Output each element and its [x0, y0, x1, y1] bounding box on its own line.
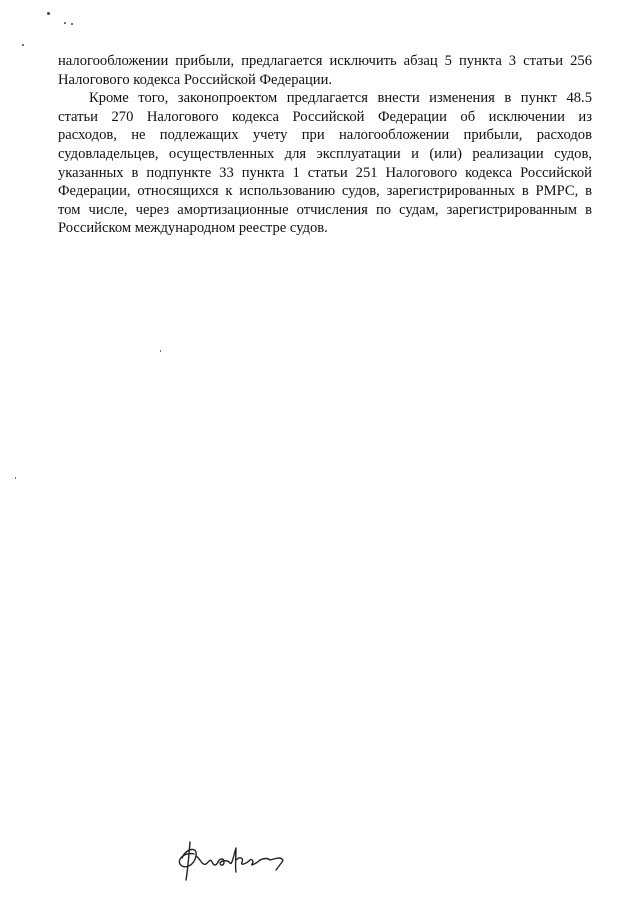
scan-speck	[47, 12, 50, 15]
text-line: Федерации, относящихся к использованию судов, зарегистрированных в РМРС, в	[58, 183, 592, 200]
text-line: налогообложении прибыли, предлагается исключить абзац 5 пункта 3 статьи 256	[58, 53, 592, 69]
text-line: указанных в подпункте 33 пункта 1 статьи 251 Налогового кодекса Российской	[58, 164, 592, 181]
scan-speck	[64, 22, 66, 24]
text-line: том числе, через амортизационные отчисления по судам, зарегистрированным в	[58, 201, 592, 218]
text-line: судовладельцев, осуществленных для эксплуатации и (или) реализации судов,	[58, 145, 592, 162]
text-line: Российском международном реестре судов.	[58, 220, 328, 237]
text-line: расходов, не подлежащих учету при налогообложении прибыли, расходов	[58, 127, 592, 144]
text-line: Налогового кодекса Российской Федерации.	[58, 71, 333, 88]
paragraph-first-line: Кроме того, законопроектом предлагается внести изменения в пункт 48.5	[89, 90, 592, 107]
handwritten-signature	[172, 836, 302, 886]
scan-speck	[22, 44, 24, 46]
body-text	[58, 52, 592, 238]
scan-speck	[160, 350, 161, 352]
scan-speck	[71, 23, 73, 25]
scan-speck	[15, 477, 16, 479]
text-line: статьи 270 Налогового кодекса Российской Федерации об исключении из	[58, 108, 592, 125]
